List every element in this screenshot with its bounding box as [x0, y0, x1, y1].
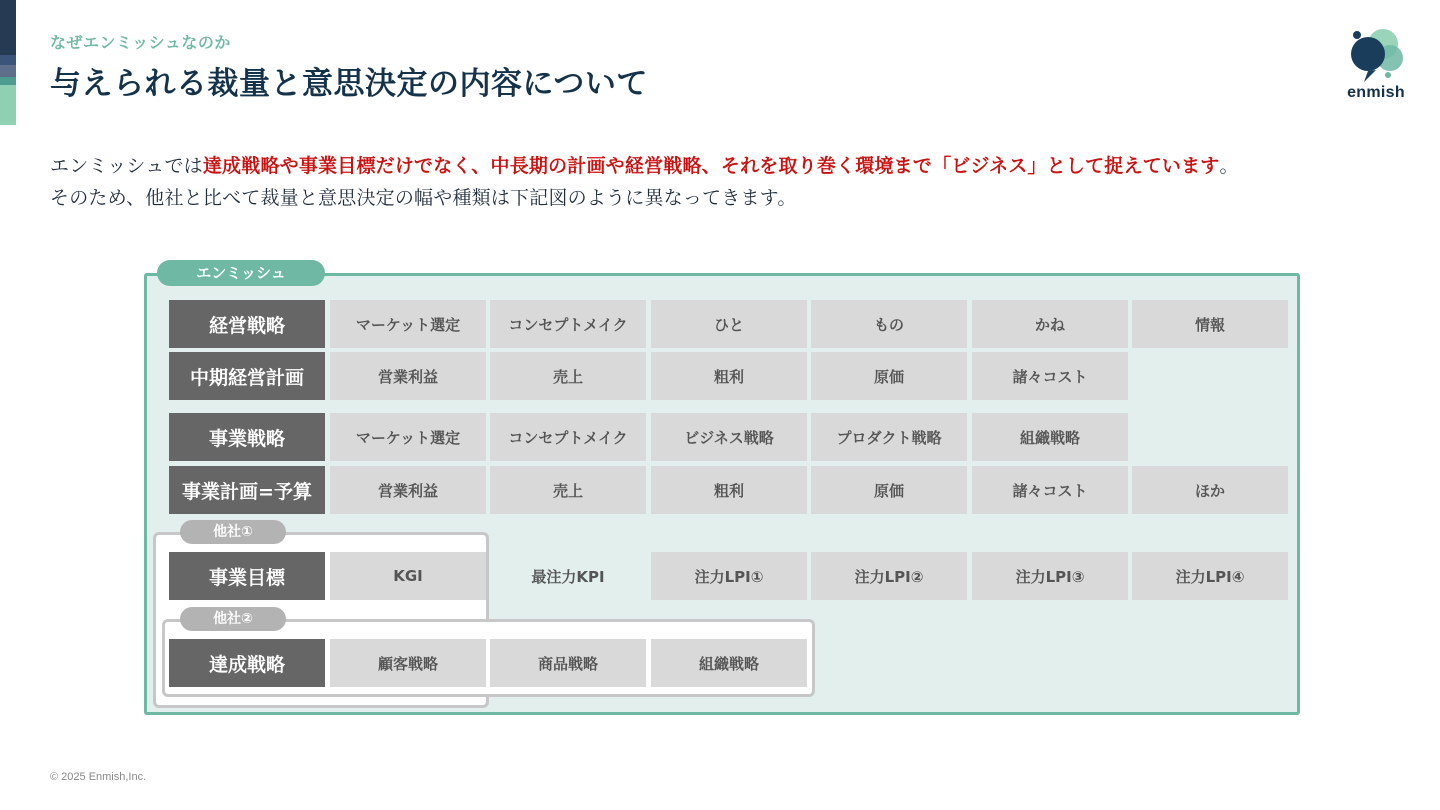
diagram-cell: マーケット選定 [330, 300, 486, 348]
other1-label: 他社① [180, 520, 286, 544]
diagram-cell: 諸々コスト [972, 352, 1128, 400]
diagram-cell: かね [972, 300, 1128, 348]
diagram-cell: 組織戦略 [651, 639, 807, 687]
diagram-cell: 原価 [811, 466, 967, 514]
diagram-cell: 原価 [811, 352, 967, 400]
diagram-cell: ひと [651, 300, 807, 348]
intro-line2: そのため、他社と比べて裁量と意思決定の幅や種類は下記図のように異なってきます。 [50, 187, 797, 209]
corner-decoration [0, 0, 16, 125]
diagram-cell: 営業利益 [330, 466, 486, 514]
diagram-cell: コンセプトメイク [490, 300, 646, 348]
row-head: 経営戦略 [169, 300, 325, 348]
diagram-cell: 顧客戦略 [330, 639, 486, 687]
diagram-cell: 商品戦略 [490, 639, 646, 687]
logo-text: enmish [1347, 84, 1405, 101]
row-head: 事業目標 [169, 552, 325, 600]
diagram-cell: 注力LPI② [811, 552, 967, 600]
page-title: 与えられる裁量と意思決定の内容について [50, 66, 648, 102]
diagram-cell: 最注力KPI [531, 567, 605, 586]
diagram-cell: もの [811, 300, 967, 348]
diagram-cell: マーケット選定 [330, 413, 486, 461]
diagram-cell: 注力LPI③ [972, 552, 1128, 600]
section-kicker: なぜエンミッシュなのか [50, 33, 231, 52]
other2-label: 他社② [180, 607, 286, 631]
row-head: 中期経営計画 [169, 352, 325, 400]
diagram-cell: KGI [330, 552, 486, 600]
intro-paragraph [50, 150, 1430, 214]
diagram-cell: 情報 [1132, 300, 1288, 348]
diagram-cell: 売上 [490, 352, 646, 400]
diagram-cell: 粗利 [651, 466, 807, 514]
copyright: © 2025 Enmish,Inc. [50, 771, 147, 783]
diagram-cell: 注力LPI① [651, 552, 807, 600]
row-head: 達成戦略 [169, 639, 325, 687]
diagram-cell: 組織戦略 [972, 413, 1128, 461]
diagram-cell: 注力LPI④ [1132, 552, 1288, 600]
diagram-cell: ビジネス戦略 [651, 413, 807, 461]
row-head: 事業戦略 [169, 413, 325, 461]
logo-mark-icon [1340, 26, 1412, 86]
intro-prefix: エンミッシュでは [50, 155, 203, 177]
diagram-cell: コンセプトメイク [490, 413, 646, 461]
intro-suffix: 。 [1219, 155, 1239, 177]
intro-highlight: 達成戦略や事業目標だけでなく、中長期の計画や経営戦略、それを取り巻く環境まで「ビジネス」として捉えています [202, 155, 1220, 177]
enmish-logo [1340, 26, 1412, 106]
diagram-cell: プロダクト戦略 [811, 413, 967, 461]
diagram-cell: 売上 [490, 466, 646, 514]
diagram-cell: 諸々コスト [972, 466, 1128, 514]
diagram-cell: 粗利 [651, 352, 807, 400]
diagram-cell: ほか [1132, 466, 1288, 514]
row-head: 事業計画=予算 [169, 466, 325, 514]
diagram-cell: 営業利益 [330, 352, 486, 400]
enmish-label: エンミッシュ [157, 260, 325, 286]
